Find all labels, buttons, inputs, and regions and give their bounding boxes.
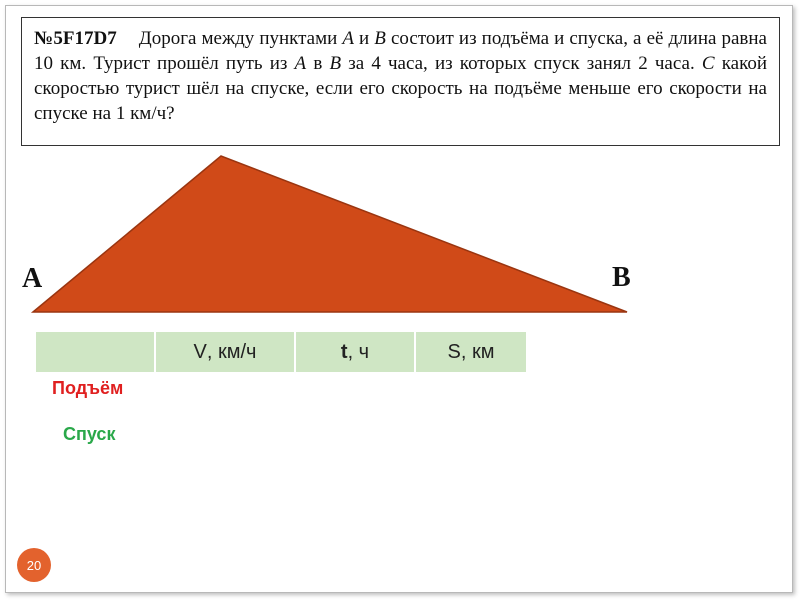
page-number-badge: 20 xyxy=(17,548,51,582)
point-a-label: A xyxy=(22,263,43,294)
row-label-downhill: Спуск xyxy=(63,424,116,444)
header-time-cell xyxy=(296,332,416,372)
problem-number: №5F17D7 xyxy=(34,28,117,49)
header-speed-cell xyxy=(156,332,296,372)
point-a-ref-2: A xyxy=(294,53,307,74)
point-b-ref-2: B xyxy=(329,53,342,74)
point-b-label: B xyxy=(612,262,631,293)
distance-unit: , км xyxy=(460,340,495,363)
distance-symbol: S xyxy=(447,340,461,363)
header-empty-cell xyxy=(36,332,156,372)
speed-unit: , км/ч xyxy=(206,340,257,363)
problem-text-6: какой скоростью турист шёл на спуске, если его скорость на подъёме меньше его скорости на спуске на 1 км/ч? xyxy=(34,53,768,124)
table-header-row xyxy=(36,332,526,372)
header-distance-cell xyxy=(416,332,526,372)
problem-text-1: Дорога между пунктами xyxy=(138,28,343,49)
question-word: С xyxy=(701,53,715,74)
point-b-ref: B xyxy=(374,28,386,49)
problem-text-4: в xyxy=(306,53,330,74)
speed-symbol: V xyxy=(193,340,207,363)
road-triangle xyxy=(33,156,627,312)
problem-text-2: и xyxy=(353,28,375,49)
problem-text-3: состоит из подъёма и спуска, а её длина равна 10 км. Турист прошёл путь из xyxy=(34,28,767,74)
time-unit: , ч xyxy=(347,340,370,363)
problem-text-5: за 4 часа, из которых спуск занял 2 часа. xyxy=(341,53,702,74)
time-symbol: t xyxy=(340,340,348,363)
row-label-uphill: Подъём xyxy=(52,378,124,398)
point-a-ref: A xyxy=(342,28,354,49)
